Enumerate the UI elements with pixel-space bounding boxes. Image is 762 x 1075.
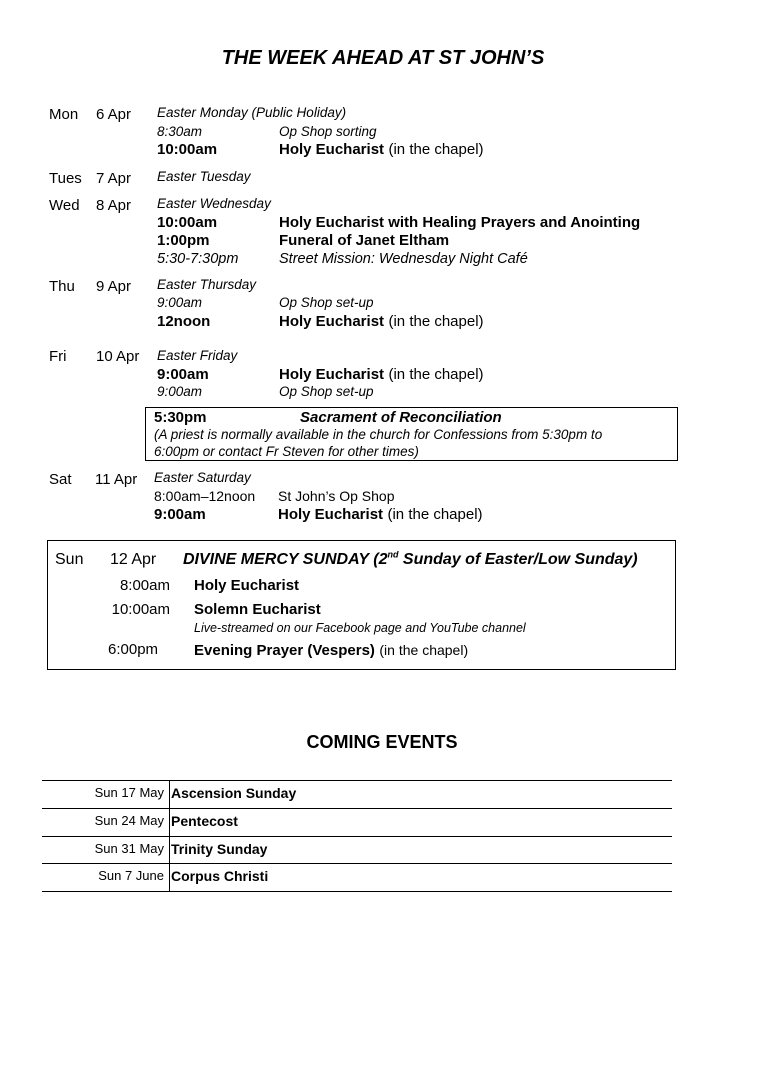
day-label: Easter Friday — [157, 348, 238, 363]
day-label: Easter Tuesday — [157, 169, 251, 184]
sunday-box — [47, 540, 676, 670]
event-name: Trinity Sunday — [171, 841, 268, 857]
event-time: 1:00pm — [157, 232, 210, 249]
event-time: 9:00am — [157, 384, 203, 399]
event-time: 8:00am — [119, 577, 170, 594]
event-desc — [279, 366, 484, 384]
event-time: 10:00am — [111, 601, 170, 618]
day-date: 7 Apr — [96, 170, 132, 187]
day-name: Sun — [55, 551, 84, 568]
event-desc — [279, 141, 484, 159]
day-label: Easter Monday (Public Holiday) — [157, 105, 347, 120]
event-time: 5:30-7:30pm — [157, 251, 239, 267]
day-label: Easter Saturday — [154, 470, 251, 485]
day-label: Easter Wednesday — [157, 196, 271, 211]
event-time: 8:00am–12noon — [154, 488, 256, 504]
event-desc: Sacrament of Reconciliation — [300, 409, 502, 426]
event-time: 5:30pm — [154, 409, 207, 426]
heading-sup: nd — [387, 549, 399, 560]
event-note: (in the chapel) — [388, 141, 484, 158]
event-time: 6:00pm — [108, 641, 159, 658]
event-title: Holy Eucharist — [279, 313, 385, 330]
event-date: Sun 7 June — [98, 868, 164, 883]
event-name: Corpus Christi — [171, 868, 269, 884]
event-time: 9:00am — [157, 366, 209, 383]
event-desc: Op Shop set-up — [279, 295, 374, 310]
event-time: 8:30am — [157, 124, 203, 139]
event-time: 10:00am — [157, 214, 218, 231]
event-note: 6:00pm or contact Fr Steven for other times) — [154, 444, 419, 459]
day-name: Tues — [49, 170, 82, 187]
event-date: Sun 24 May — [94, 813, 164, 828]
day-date: 8 Apr — [96, 197, 132, 214]
event-title: Holy Eucharist — [278, 506, 384, 523]
divider — [42, 780, 672, 781]
event-title: Evening Prayer (Vespers) — [194, 642, 375, 659]
event-desc: St John’s Op Shop — [278, 488, 395, 504]
event-date: Sun 17 May — [94, 785, 164, 800]
day-name: Wed — [49, 197, 80, 214]
day-date: 10 Apr — [96, 348, 140, 365]
event-desc: Street Mission: Wednesday Night Café — [279, 251, 528, 267]
heading-text: DIVINE MERCY SUNDAY (2 — [183, 551, 388, 568]
event-title: Holy Eucharist — [279, 366, 385, 383]
day-label: Easter Thursday — [157, 277, 257, 292]
event-note: (in the chapel) — [388, 313, 484, 330]
event-desc: Holy Eucharist with Healing Prayers and Anointing — [279, 214, 641, 231]
day-name: Thu — [49, 278, 75, 295]
day-date: 9 Apr — [96, 278, 132, 295]
event-desc: Op Shop sorting — [279, 124, 377, 139]
event-note: (A priest is normally available in the church for Confessions from 5:30pm to — [154, 427, 603, 442]
event-time: 12noon — [157, 313, 211, 330]
event-desc — [194, 641, 468, 660]
event-note: Live-streamed on our Facebook page and YouTube channel — [194, 621, 526, 635]
event-desc: Op Shop set-up — [279, 384, 374, 399]
page-title: THE WEEK AHEAD AT ST JOHN’S — [221, 47, 545, 69]
event-name: Ascension Sunday — [171, 785, 297, 801]
event-time: 9:00am — [154, 506, 206, 523]
day-date: 6 Apr — [96, 106, 132, 123]
divider — [42, 808, 672, 809]
day-name: Mon — [49, 106, 79, 123]
column-divider — [169, 780, 170, 891]
reconciliation-box — [145, 407, 678, 461]
divider — [42, 891, 672, 892]
day-name: Fri — [49, 348, 67, 365]
day-name: Sat — [49, 471, 72, 488]
event-desc — [279, 313, 484, 331]
divider — [42, 836, 672, 837]
event-time: 10:00am — [157, 141, 218, 158]
event-desc: Funeral of Janet Eltham — [279, 232, 450, 249]
event-date: Sun 31 May — [94, 841, 164, 856]
event-name: Pentecost — [171, 813, 238, 829]
event-note: (in the chapel) — [388, 366, 484, 383]
event-desc: Solemn Eucharist — [194, 601, 321, 618]
event-desc — [278, 506, 483, 524]
event-time: 9:00am — [157, 295, 203, 310]
divider — [42, 863, 672, 864]
day-date: 12 Apr — [110, 551, 157, 568]
sunday-heading — [183, 551, 638, 569]
heading-text: Sunday of Easter/Low Sunday) — [398, 551, 638, 568]
event-desc: Holy Eucharist — [194, 577, 300, 594]
event-title: Holy Eucharist — [279, 141, 385, 158]
event-note: (in the chapel) — [387, 506, 483, 523]
event-note: (in the chapel) — [379, 642, 469, 658]
coming-events-title: COMING EVENTS — [306, 732, 458, 752]
day-date: 11 Apr — [95, 471, 138, 488]
